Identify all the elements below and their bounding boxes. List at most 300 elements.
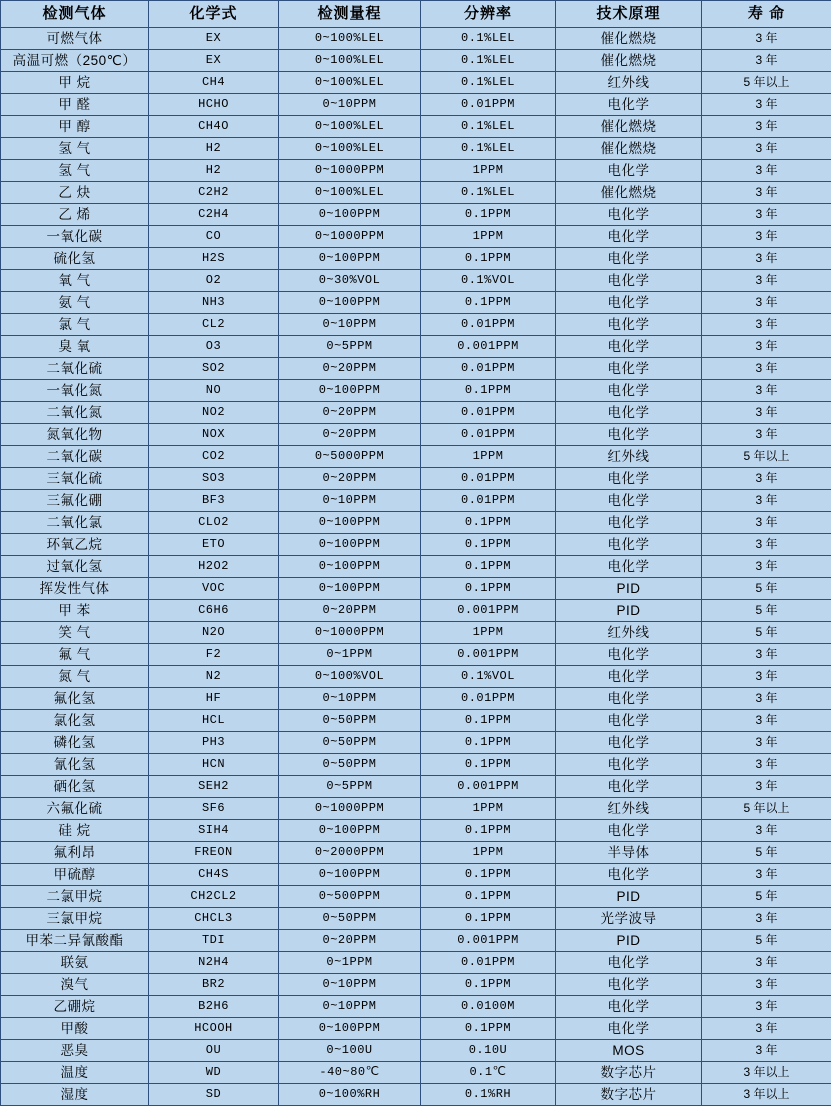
cell-principle: 电化学 bbox=[556, 292, 702, 314]
cell-range: 0~10PPM bbox=[279, 974, 421, 996]
cell-range: 0~1000PPM bbox=[279, 160, 421, 182]
cell-lifetime: 3 年 bbox=[702, 644, 831, 666]
cell-gas: 氯 气 bbox=[1, 314, 149, 336]
cell-formula: PH3 bbox=[149, 732, 279, 754]
cell-range: 0~100PPM bbox=[279, 248, 421, 270]
cell-principle: 数字芯片 bbox=[556, 1084, 702, 1106]
cell-formula: O2 bbox=[149, 270, 279, 292]
cell-resolution: 0.1%VOL bbox=[421, 666, 556, 688]
cell-lifetime: 3 年 bbox=[702, 402, 831, 424]
table-row bbox=[1, 468, 831, 490]
cell-range: 0~10PPM bbox=[279, 314, 421, 336]
cell-principle: 电化学 bbox=[556, 248, 702, 270]
cell-lifetime: 3 年 bbox=[702, 270, 831, 292]
cell-gas: 氯化氢 bbox=[1, 710, 149, 732]
cell-formula: TDI bbox=[149, 930, 279, 952]
cell-principle: 数字芯片 bbox=[556, 1062, 702, 1084]
cell-formula: CH4S bbox=[149, 864, 279, 886]
cell-formula: SIH4 bbox=[149, 820, 279, 842]
cell-formula: HCHO bbox=[149, 94, 279, 116]
cell-principle: 电化学 bbox=[556, 204, 702, 226]
table-row bbox=[1, 534, 831, 556]
cell-resolution: 0.001PPM bbox=[421, 930, 556, 952]
cell-range: 0~5PPM bbox=[279, 336, 421, 358]
table-row bbox=[1, 952, 831, 974]
cell-gas: 环氧乙烷 bbox=[1, 534, 149, 556]
column-header-formula: 化学式 bbox=[149, 1, 279, 28]
cell-resolution: 0.1PPM bbox=[421, 974, 556, 996]
table-row bbox=[1, 380, 831, 402]
cell-formula: C2H4 bbox=[149, 204, 279, 226]
cell-resolution: 0.01PPM bbox=[421, 468, 556, 490]
table-row bbox=[1, 270, 831, 292]
table-row bbox=[1, 688, 831, 710]
cell-principle: 电化学 bbox=[556, 402, 702, 424]
table-row bbox=[1, 556, 831, 578]
cell-lifetime: 3 年 bbox=[702, 424, 831, 446]
cell-range: 0~10PPM bbox=[279, 94, 421, 116]
cell-range: 0~100%LEL bbox=[279, 72, 421, 94]
table-row bbox=[1, 358, 831, 380]
cell-principle: 电化学 bbox=[556, 534, 702, 556]
table-row bbox=[1, 600, 831, 622]
table-row bbox=[1, 336, 831, 358]
cell-resolution: 0.1%LEL bbox=[421, 50, 556, 72]
table-row bbox=[1, 490, 831, 512]
cell-lifetime: 3 年以上 bbox=[702, 1062, 831, 1084]
cell-range: 0~50PPM bbox=[279, 710, 421, 732]
cell-principle: 电化学 bbox=[556, 556, 702, 578]
cell-gas: 高温可燃（250℃） bbox=[1, 50, 149, 72]
cell-formula: N2H4 bbox=[149, 952, 279, 974]
cell-resolution: 0.1PPM bbox=[421, 864, 556, 886]
cell-resolution: 0.1PPM bbox=[421, 886, 556, 908]
table-row bbox=[1, 1040, 831, 1062]
cell-range: 0~10PPM bbox=[279, 996, 421, 1018]
cell-resolution: 0.1℃ bbox=[421, 1062, 556, 1084]
cell-formula: EX bbox=[149, 28, 279, 50]
cell-gas: 湿度 bbox=[1, 1084, 149, 1106]
table-row bbox=[1, 292, 831, 314]
cell-range: -40~80℃ bbox=[279, 1062, 421, 1084]
cell-lifetime: 5 年 bbox=[702, 842, 831, 864]
cell-resolution: 0.1%LEL bbox=[421, 182, 556, 204]
cell-resolution: 0.1PPM bbox=[421, 204, 556, 226]
cell-lifetime: 3 年 bbox=[702, 534, 831, 556]
cell-range: 0~100%LEL bbox=[279, 138, 421, 160]
cell-lifetime: 3 年 bbox=[702, 512, 831, 534]
cell-formula: F2 bbox=[149, 644, 279, 666]
cell-formula: FREON bbox=[149, 842, 279, 864]
table-row bbox=[1, 974, 831, 996]
table-row bbox=[1, 50, 831, 72]
cell-range: 0~20PPM bbox=[279, 358, 421, 380]
cell-gas: 甲 苯 bbox=[1, 600, 149, 622]
cell-gas: 过氧化氢 bbox=[1, 556, 149, 578]
cell-lifetime: 3 年 bbox=[702, 160, 831, 182]
cell-principle: 电化学 bbox=[556, 424, 702, 446]
cell-formula: B2H6 bbox=[149, 996, 279, 1018]
cell-gas: 氟化氢 bbox=[1, 688, 149, 710]
table-row bbox=[1, 314, 831, 336]
cell-range: 0~20PPM bbox=[279, 424, 421, 446]
cell-resolution: 0.1PPM bbox=[421, 380, 556, 402]
cell-resolution: 1PPM bbox=[421, 622, 556, 644]
cell-resolution: 0.01PPM bbox=[421, 94, 556, 116]
cell-formula: H2 bbox=[149, 138, 279, 160]
cell-lifetime: 3 年 bbox=[702, 94, 831, 116]
cell-gas: 氢 气 bbox=[1, 138, 149, 160]
cell-formula: N2O bbox=[149, 622, 279, 644]
table-row bbox=[1, 424, 831, 446]
cell-lifetime: 3 年 bbox=[702, 754, 831, 776]
cell-lifetime: 3 年 bbox=[702, 732, 831, 754]
cell-gas: 氟 气 bbox=[1, 644, 149, 666]
cell-range: 0~100%LEL bbox=[279, 28, 421, 50]
cell-formula: CHCL3 bbox=[149, 908, 279, 930]
cell-lifetime: 3 年 bbox=[702, 1040, 831, 1062]
cell-gas: 一氧化氮 bbox=[1, 380, 149, 402]
cell-resolution: 0.01PPM bbox=[421, 402, 556, 424]
cell-lifetime: 3 年 bbox=[702, 358, 831, 380]
cell-gas: 氰化氢 bbox=[1, 754, 149, 776]
cell-lifetime: 3 年 bbox=[702, 1018, 831, 1040]
cell-principle: 电化学 bbox=[556, 820, 702, 842]
cell-lifetime: 3 年 bbox=[702, 820, 831, 842]
cell-principle: PID bbox=[556, 600, 702, 622]
table-row bbox=[1, 28, 831, 50]
cell-range: 0~50PPM bbox=[279, 908, 421, 930]
cell-resolution: 0.001PPM bbox=[421, 336, 556, 358]
table-row bbox=[1, 94, 831, 116]
cell-lifetime: 3 年 bbox=[702, 314, 831, 336]
cell-resolution: 0.1PPM bbox=[421, 292, 556, 314]
table-row bbox=[1, 864, 831, 886]
cell-formula: NOX bbox=[149, 424, 279, 446]
cell-formula: CH4O bbox=[149, 116, 279, 138]
cell-lifetime: 3 年 bbox=[702, 710, 831, 732]
cell-principle: 红外线 bbox=[556, 446, 702, 468]
cell-principle: 电化学 bbox=[556, 974, 702, 996]
cell-lifetime: 3 年 bbox=[702, 138, 831, 160]
cell-lifetime: 5 年以上 bbox=[702, 446, 831, 468]
cell-lifetime: 3 年 bbox=[702, 182, 831, 204]
cell-lifetime: 3 年以上 bbox=[702, 1084, 831, 1106]
cell-range: 0~100%RH bbox=[279, 1084, 421, 1106]
cell-gas: 臭 氧 bbox=[1, 336, 149, 358]
cell-resolution: 0.1PPM bbox=[421, 732, 556, 754]
cell-resolution: 0.1PPM bbox=[421, 248, 556, 270]
cell-gas: 硅 烷 bbox=[1, 820, 149, 842]
cell-gas: 氨 气 bbox=[1, 292, 149, 314]
cell-gas: 三氟化硼 bbox=[1, 490, 149, 512]
cell-lifetime: 3 年 bbox=[702, 996, 831, 1018]
cell-formula: N2 bbox=[149, 666, 279, 688]
cell-principle: 催化燃烧 bbox=[556, 28, 702, 50]
cell-principle: 电化学 bbox=[556, 94, 702, 116]
cell-range: 0~20PPM bbox=[279, 402, 421, 424]
cell-principle: 电化学 bbox=[556, 710, 702, 732]
cell-gas: 温度 bbox=[1, 1062, 149, 1084]
cell-formula: H2S bbox=[149, 248, 279, 270]
cell-principle: 电化学 bbox=[556, 314, 702, 336]
cell-formula: H2 bbox=[149, 160, 279, 182]
cell-principle: 电化学 bbox=[556, 644, 702, 666]
cell-principle: 电化学 bbox=[556, 226, 702, 248]
cell-range: 0~100PPM bbox=[279, 292, 421, 314]
cell-principle: 电化学 bbox=[556, 160, 702, 182]
table-row bbox=[1, 1018, 831, 1040]
cell-resolution: 0.001PPM bbox=[421, 600, 556, 622]
cell-principle: PID bbox=[556, 886, 702, 908]
cell-range: 0~500PPM bbox=[279, 886, 421, 908]
cell-principle: 电化学 bbox=[556, 1018, 702, 1040]
table-header bbox=[1, 1, 831, 28]
cell-resolution: 1PPM bbox=[421, 798, 556, 820]
cell-lifetime: 3 年 bbox=[702, 952, 831, 974]
cell-lifetime: 3 年 bbox=[702, 226, 831, 248]
cell-gas: 六氟化硫 bbox=[1, 798, 149, 820]
cell-gas: 三氧化硫 bbox=[1, 468, 149, 490]
table-row bbox=[1, 732, 831, 754]
cell-gas: 甲硫醇 bbox=[1, 864, 149, 886]
cell-gas: 氟利昂 bbox=[1, 842, 149, 864]
table-row bbox=[1, 666, 831, 688]
cell-principle: 红外线 bbox=[556, 798, 702, 820]
cell-principle: 红外线 bbox=[556, 622, 702, 644]
cell-lifetime: 3 年 bbox=[702, 380, 831, 402]
cell-resolution: 0.0100M bbox=[421, 996, 556, 1018]
column-header-range: 检测量程 bbox=[279, 1, 421, 28]
cell-formula: SD bbox=[149, 1084, 279, 1106]
cell-formula: NH3 bbox=[149, 292, 279, 314]
cell-lifetime: 3 年 bbox=[702, 204, 831, 226]
cell-lifetime: 3 年 bbox=[702, 666, 831, 688]
cell-lifetime: 5 年 bbox=[702, 886, 831, 908]
cell-resolution: 0.1PPM bbox=[421, 1018, 556, 1040]
cell-lifetime: 5 年 bbox=[702, 622, 831, 644]
cell-range: 0~50PPM bbox=[279, 754, 421, 776]
cell-gas: 乙硼烷 bbox=[1, 996, 149, 1018]
cell-lifetime: 3 年 bbox=[702, 864, 831, 886]
cell-lifetime: 3 年 bbox=[702, 292, 831, 314]
cell-gas: 磷化氢 bbox=[1, 732, 149, 754]
cell-range: 0~100PPM bbox=[279, 512, 421, 534]
cell-resolution: 0.1PPM bbox=[421, 512, 556, 534]
cell-formula: WD bbox=[149, 1062, 279, 1084]
cell-gas: 乙 烯 bbox=[1, 204, 149, 226]
cell-range: 0~100%LEL bbox=[279, 182, 421, 204]
cell-formula: C2H2 bbox=[149, 182, 279, 204]
column-header-gas: 检测气体 bbox=[1, 1, 149, 28]
cell-resolution: 0.001PPM bbox=[421, 776, 556, 798]
cell-range: 0~100PPM bbox=[279, 864, 421, 886]
cell-resolution: 0.001PPM bbox=[421, 644, 556, 666]
cell-resolution: 0.01PPM bbox=[421, 490, 556, 512]
table-row bbox=[1, 138, 831, 160]
cell-principle: 催化燃烧 bbox=[556, 138, 702, 160]
cell-resolution: 0.1%LEL bbox=[421, 116, 556, 138]
cell-resolution: 0.01PPM bbox=[421, 952, 556, 974]
cell-formula: BF3 bbox=[149, 490, 279, 512]
cell-principle: 电化学 bbox=[556, 864, 702, 886]
cell-principle: 光学波导 bbox=[556, 908, 702, 930]
cell-resolution: 0.1%RH bbox=[421, 1084, 556, 1106]
cell-gas: 一氧化碳 bbox=[1, 226, 149, 248]
cell-formula: CO bbox=[149, 226, 279, 248]
cell-resolution: 1PPM bbox=[421, 160, 556, 182]
cell-resolution: 0.1PPM bbox=[421, 578, 556, 600]
cell-range: 0~1000PPM bbox=[279, 798, 421, 820]
cell-gas: 硫化氢 bbox=[1, 248, 149, 270]
cell-gas: 氧 气 bbox=[1, 270, 149, 292]
cell-resolution: 1PPM bbox=[421, 226, 556, 248]
cell-range: 0~100%LEL bbox=[279, 116, 421, 138]
cell-formula: O3 bbox=[149, 336, 279, 358]
cell-lifetime: 5 年 bbox=[702, 930, 831, 952]
cell-resolution: 1PPM bbox=[421, 842, 556, 864]
cell-lifetime: 3 年 bbox=[702, 776, 831, 798]
cell-lifetime: 3 年 bbox=[702, 490, 831, 512]
cell-formula: BR2 bbox=[149, 974, 279, 996]
cell-lifetime: 5 年 bbox=[702, 578, 831, 600]
cell-range: 0~100PPM bbox=[279, 820, 421, 842]
cell-principle: 电化学 bbox=[556, 776, 702, 798]
cell-range: 0~100U bbox=[279, 1040, 421, 1062]
cell-lifetime: 3 年 bbox=[702, 468, 831, 490]
cell-formula: H2O2 bbox=[149, 556, 279, 578]
cell-resolution: 0.10U bbox=[421, 1040, 556, 1062]
column-header-principle: 技术原理 bbox=[556, 1, 702, 28]
cell-resolution: 0.1%LEL bbox=[421, 28, 556, 50]
table-row bbox=[1, 622, 831, 644]
cell-range: 0~100PPM bbox=[279, 534, 421, 556]
cell-principle: PID bbox=[556, 578, 702, 600]
cell-gas: 恶臭 bbox=[1, 1040, 149, 1062]
table-row bbox=[1, 996, 831, 1018]
cell-formula: HCL bbox=[149, 710, 279, 732]
cell-principle: 催化燃烧 bbox=[556, 50, 702, 72]
table-row bbox=[1, 842, 831, 864]
cell-formula: NO bbox=[149, 380, 279, 402]
cell-formula: HCN bbox=[149, 754, 279, 776]
cell-gas: 二氧化碳 bbox=[1, 446, 149, 468]
cell-formula: CH4 bbox=[149, 72, 279, 94]
cell-principle: 电化学 bbox=[556, 358, 702, 380]
cell-formula: SO2 bbox=[149, 358, 279, 380]
cell-formula: HCOOH bbox=[149, 1018, 279, 1040]
cell-formula: CLO2 bbox=[149, 512, 279, 534]
table-row bbox=[1, 512, 831, 534]
cell-principle: 电化学 bbox=[556, 666, 702, 688]
table-row bbox=[1, 578, 831, 600]
cell-range: 0~100%VOL bbox=[279, 666, 421, 688]
cell-formula: SO3 bbox=[149, 468, 279, 490]
cell-principle: 红外线 bbox=[556, 72, 702, 94]
table-header-row bbox=[1, 1, 831, 28]
cell-principle: 催化燃烧 bbox=[556, 182, 702, 204]
cell-formula: CL2 bbox=[149, 314, 279, 336]
cell-resolution: 0.1PPM bbox=[421, 908, 556, 930]
cell-gas: 硒化氢 bbox=[1, 776, 149, 798]
cell-principle: 电化学 bbox=[556, 512, 702, 534]
table-row bbox=[1, 204, 831, 226]
cell-range: 0~100PPM bbox=[279, 204, 421, 226]
table-row bbox=[1, 820, 831, 842]
cell-formula: EX bbox=[149, 50, 279, 72]
cell-resolution: 0.1PPM bbox=[421, 556, 556, 578]
cell-formula: OU bbox=[149, 1040, 279, 1062]
table-row bbox=[1, 908, 831, 930]
cell-principle: 电化学 bbox=[556, 490, 702, 512]
cell-principle: PID bbox=[556, 930, 702, 952]
cell-range: 0~2000PPM bbox=[279, 842, 421, 864]
cell-lifetime: 3 年 bbox=[702, 974, 831, 996]
cell-resolution: 0.01PPM bbox=[421, 424, 556, 446]
cell-principle: 电化学 bbox=[556, 270, 702, 292]
cell-gas: 笑 气 bbox=[1, 622, 149, 644]
table-row bbox=[1, 446, 831, 468]
table-row bbox=[1, 776, 831, 798]
cell-gas: 氮 气 bbox=[1, 666, 149, 688]
cell-gas: 甲 烷 bbox=[1, 72, 149, 94]
cell-principle: 电化学 bbox=[556, 996, 702, 1018]
cell-range: 0~5000PPM bbox=[279, 446, 421, 468]
cell-resolution: 1PPM bbox=[421, 446, 556, 468]
cell-resolution: 0.1%LEL bbox=[421, 72, 556, 94]
cell-range: 0~10PPM bbox=[279, 490, 421, 512]
cell-formula: SEH2 bbox=[149, 776, 279, 798]
cell-formula: C6H6 bbox=[149, 600, 279, 622]
cell-formula: SF6 bbox=[149, 798, 279, 820]
cell-principle: 电化学 bbox=[556, 468, 702, 490]
column-header-resolution: 分辨率 bbox=[421, 1, 556, 28]
cell-formula: NO2 bbox=[149, 402, 279, 424]
cell-gas: 二氯甲烷 bbox=[1, 886, 149, 908]
cell-resolution: 0.01PPM bbox=[421, 688, 556, 710]
table-row bbox=[1, 644, 831, 666]
cell-range: 0~50PPM bbox=[279, 732, 421, 754]
table-row bbox=[1, 930, 831, 952]
cell-gas: 三氯甲烷 bbox=[1, 908, 149, 930]
cell-range: 0~100PPM bbox=[279, 556, 421, 578]
cell-gas: 氮氧化物 bbox=[1, 424, 149, 446]
cell-principle: 半导体 bbox=[556, 842, 702, 864]
cell-resolution: 0.1%LEL bbox=[421, 138, 556, 160]
cell-gas: 甲苯二异氰酸酯 bbox=[1, 930, 149, 952]
cell-gas: 二氧化氯 bbox=[1, 512, 149, 534]
table-row bbox=[1, 182, 831, 204]
table-row bbox=[1, 72, 831, 94]
cell-principle: 电化学 bbox=[556, 380, 702, 402]
table-row bbox=[1, 226, 831, 248]
table-row bbox=[1, 710, 831, 732]
cell-lifetime: 3 年 bbox=[702, 248, 831, 270]
cell-gas: 二氧化硫 bbox=[1, 358, 149, 380]
cell-principle: 电化学 bbox=[556, 732, 702, 754]
cell-resolution: 0.01PPM bbox=[421, 314, 556, 336]
cell-range: 0~20PPM bbox=[279, 930, 421, 952]
cell-gas: 甲 醛 bbox=[1, 94, 149, 116]
cell-lifetime: 3 年 bbox=[702, 688, 831, 710]
cell-range: 0~30%VOL bbox=[279, 270, 421, 292]
cell-lifetime: 3 年 bbox=[702, 28, 831, 50]
table-row bbox=[1, 248, 831, 270]
table-row bbox=[1, 116, 831, 138]
table-row bbox=[1, 402, 831, 424]
cell-principle: 电化学 bbox=[556, 688, 702, 710]
cell-resolution: 0.1PPM bbox=[421, 710, 556, 732]
